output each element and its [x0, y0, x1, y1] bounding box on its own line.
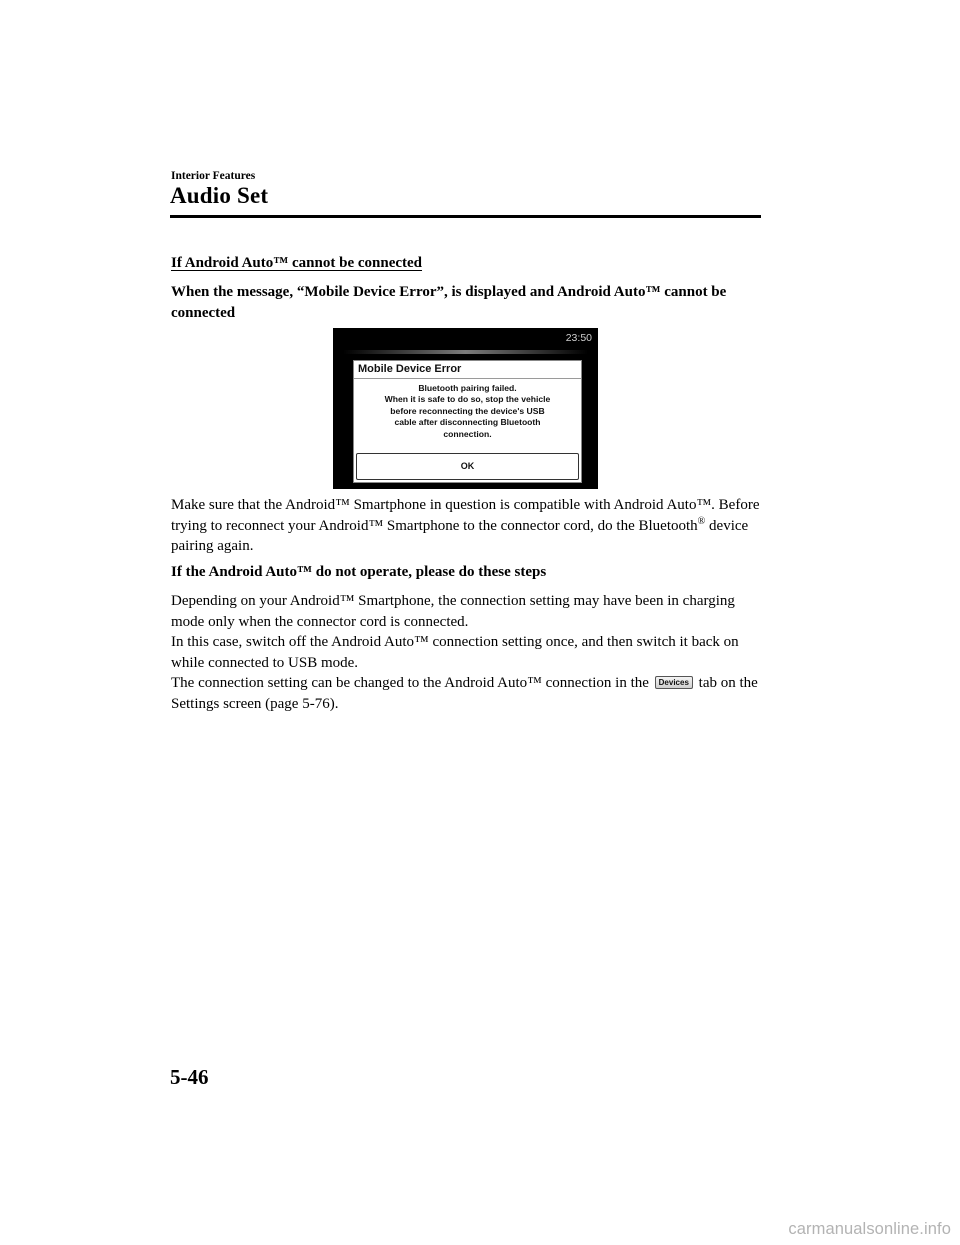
error-dialog: [353, 360, 582, 483]
condition-heading-1: When the message, “Mobile Device Error”, is displayed and Android Auto™ cannot be connected: [171, 284, 727, 321]
paragraph-1-text: Make sure that the Android™ Smartphone in question is compatible with Android Auto™. Before trying to reconnect your Android™ Smartphone to the connector cord, do the Bluetooth: [171, 497, 760, 534]
condition-heading-2: If the Android Auto™ do not operate, please do these steps: [171, 564, 547, 580]
page-title: Audio Set: [170, 183, 269, 208]
dialog-message: [358, 383, 577, 440]
registered-mark: ®: [697, 515, 706, 527]
paragraph-2-line-2: In this case, switch off the Android Auto™ connection setting once, and then switch it back on while connected to USB mode.: [171, 634, 739, 671]
dialog-message-line: When it is safe to do so, stop the vehicle: [384, 394, 551, 405]
page-number: 5-46: [170, 1065, 209, 1089]
dialog-message-line: connection.: [443, 428, 492, 439]
section-label: Interior Features: [171, 170, 256, 182]
mobile-device-error-screen: [333, 328, 598, 489]
watermark[interactable]: carmanualsonline.info: [788, 1220, 951, 1238]
dialog-message-line: Bluetooth pairing failed.: [418, 383, 517, 393]
screen-highlight-bar: [343, 350, 588, 354]
paragraph-1: [171, 495, 763, 557]
dialog-divider: [354, 378, 581, 379]
paragraph-2-line-3-end: tab on the Settings screen (page 5-76).: [171, 675, 758, 712]
dialog-message-line: before reconnecting the device's USB: [390, 405, 545, 416]
dialog-message-line: cable after disconnecting Bluetooth: [394, 417, 541, 428]
paragraph-2-line-3: The connection setting can be changed to the Android Auto™ connection in the: [171, 675, 649, 691]
devices-tab-icon: Devices: [655, 676, 693, 689]
title-rule: [170, 215, 761, 218]
subheading: If Android Auto™ cannot be connected: [171, 255, 423, 271]
paragraph-2: [171, 591, 763, 714]
paragraph-1-text-end: device pairing again.: [171, 517, 749, 554]
ok-button[interactable]: OK: [356, 453, 579, 480]
paragraph-2-line-1: Depending on your Android™ Smartphone, the connection setting may have been in charging mode only when the connector cord is connected.: [171, 593, 735, 630]
screen-clock: 23:50: [565, 332, 592, 344]
dialog-title: Mobile Device Error: [358, 363, 462, 375]
